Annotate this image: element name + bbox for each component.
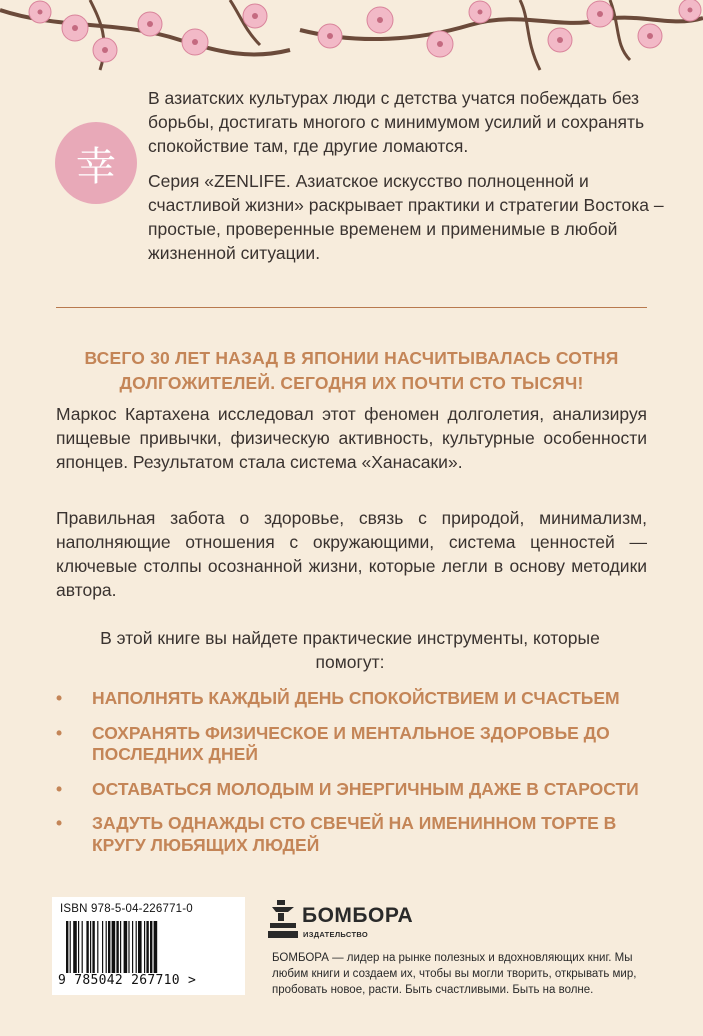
barcode-stripe [97, 921, 98, 973]
barcode-stripe [120, 921, 121, 973]
benefits-list [56, 688, 656, 869]
barcode-stripe [82, 921, 83, 973]
benefit-text: СОХРАНЯТЬ ФИЗИЧЕСКОЕ И МЕНТАЛЬНОЕ ЗДОРОВЬЕ ДО ПОСЛЕДНИХ ДНЕЙ [92, 722, 610, 764]
list-item [56, 723, 656, 766]
bullet-icon: • [56, 688, 63, 708]
barcode-stripe [66, 921, 68, 973]
body-paragraph-1: Маркос Картахена исследовал этот феномен долголетия, анализируя пищевые привычки, физическую активность, культурные особенности японцев. Результатом стала система «Ханасаки». [56, 404, 647, 472]
barcode-stripe [92, 921, 94, 973]
isbn-label: ISBN 978-5-04-226771-0 [60, 903, 193, 915]
intro-paragraph-1: В азиатских культурах люди с детства учатся побеждать без борьбы, достигать многого с минимумом усилий и сохранять спокойствие там, где другие ломаются. [148, 88, 645, 156]
barcode-stripe [124, 921, 128, 973]
publisher-subtitle: ИЗДАТЕЛЬСТВО [303, 930, 368, 939]
list-intro: В этой книге вы найдете практические инструменты, которые помогут: [100, 628, 600, 672]
kanji-seal-icon [55, 122, 137, 204]
bullet-icon: • [56, 722, 63, 743]
barcode-stripe [150, 921, 152, 973]
barcode-stripe [116, 921, 118, 973]
barcode-stripe [78, 921, 79, 973]
benefit-text: ЗАДУТЬ ОДНАЖДЫ СТО СВЕЧЕЙ НА ИМЕНИННОМ ТОРТЕ В КРУГУ ЛЮБЯЩИХ ЛЮДЕЙ [92, 813, 617, 855]
barcode-stripe [106, 921, 107, 973]
kanji-happiness-glyph: 幸 [76, 143, 116, 190]
barcode-stripe [86, 921, 88, 973]
barcode-stripe [154, 921, 158, 973]
barcode-stripe [128, 921, 129, 973]
barcode-stripe [70, 921, 71, 973]
barcode-stripe [144, 921, 145, 973]
benefit-text: НАПОЛНЯТЬ КАЖДЫЙ ДЕНЬ СПОКОЙСТВИЕМ И СЧАСТЬЕМ [92, 688, 620, 708]
barcode-stripe [112, 921, 116, 973]
barcode-stripe [138, 921, 142, 973]
cherry-blossom-branch-decoration [0, 0, 703, 80]
intro-paragraph-2: Серия «ZENLIFE. Азиатское искусство полноценной и счастливой жизни» раскрывает практики и стратегии Востока – простые, проверенные временем и применимые в любой жизненной ситуации. [148, 171, 664, 263]
list-item [56, 813, 656, 856]
bullet-icon: • [56, 813, 63, 833]
barcode-icon [66, 921, 242, 973]
intro-block [148, 86, 668, 276]
barcode-stripe [102, 921, 103, 973]
barcode-stripe [108, 921, 110, 973]
section-divider [56, 307, 647, 308]
barcode-box [52, 897, 245, 995]
list-item [56, 779, 656, 801]
bullet-icon: • [56, 778, 63, 799]
publisher-name: БОМБОРА [302, 904, 414, 927]
benefit-text: ОСТАВАТЬСЯ МОЛОДЫМ И ЭНЕРГИЧНЫМ ДАЖЕ В СТАРОСТИ [92, 778, 639, 799]
list-item [56, 688, 656, 710]
barcode-stripe [146, 921, 148, 973]
barcode-stripe [73, 921, 77, 973]
barcode-stripe [90, 921, 91, 973]
barcode-stripe [132, 921, 133, 973]
publisher-description: БОМБОРА — лидер на рынке полезных и вдохновляющих книг. Мы любим книги и создаем их, чтобы вы могли творить, открывать мир, пробовать новое, расти. Быть счастливыми. Быть на волне. [272, 952, 637, 996]
publisher-logo-icon [268, 900, 298, 938]
barcode-stripe [136, 921, 137, 973]
headline: ВСЕГО 30 ЛЕТ НАЗАД В ЯПОНИИ НАСЧИТЫВАЛАСЬ СОТНЯ ДОЛГОЖИТЕЛЕЙ. СЕГОДНЯ ИХ ПОЧТИ СТО ТЫСЯЧ! [84, 348, 619, 393]
barcode-digits: 9 785042 267710 > [58, 973, 197, 988]
body-paragraph-2: Правильная забота о здоровье, связь с природой, минимализм, наполняющие отношения с окружающими, система ценностей — ключевые столпы осознанной жизни, которые легли в основу методики автора. [56, 508, 647, 600]
